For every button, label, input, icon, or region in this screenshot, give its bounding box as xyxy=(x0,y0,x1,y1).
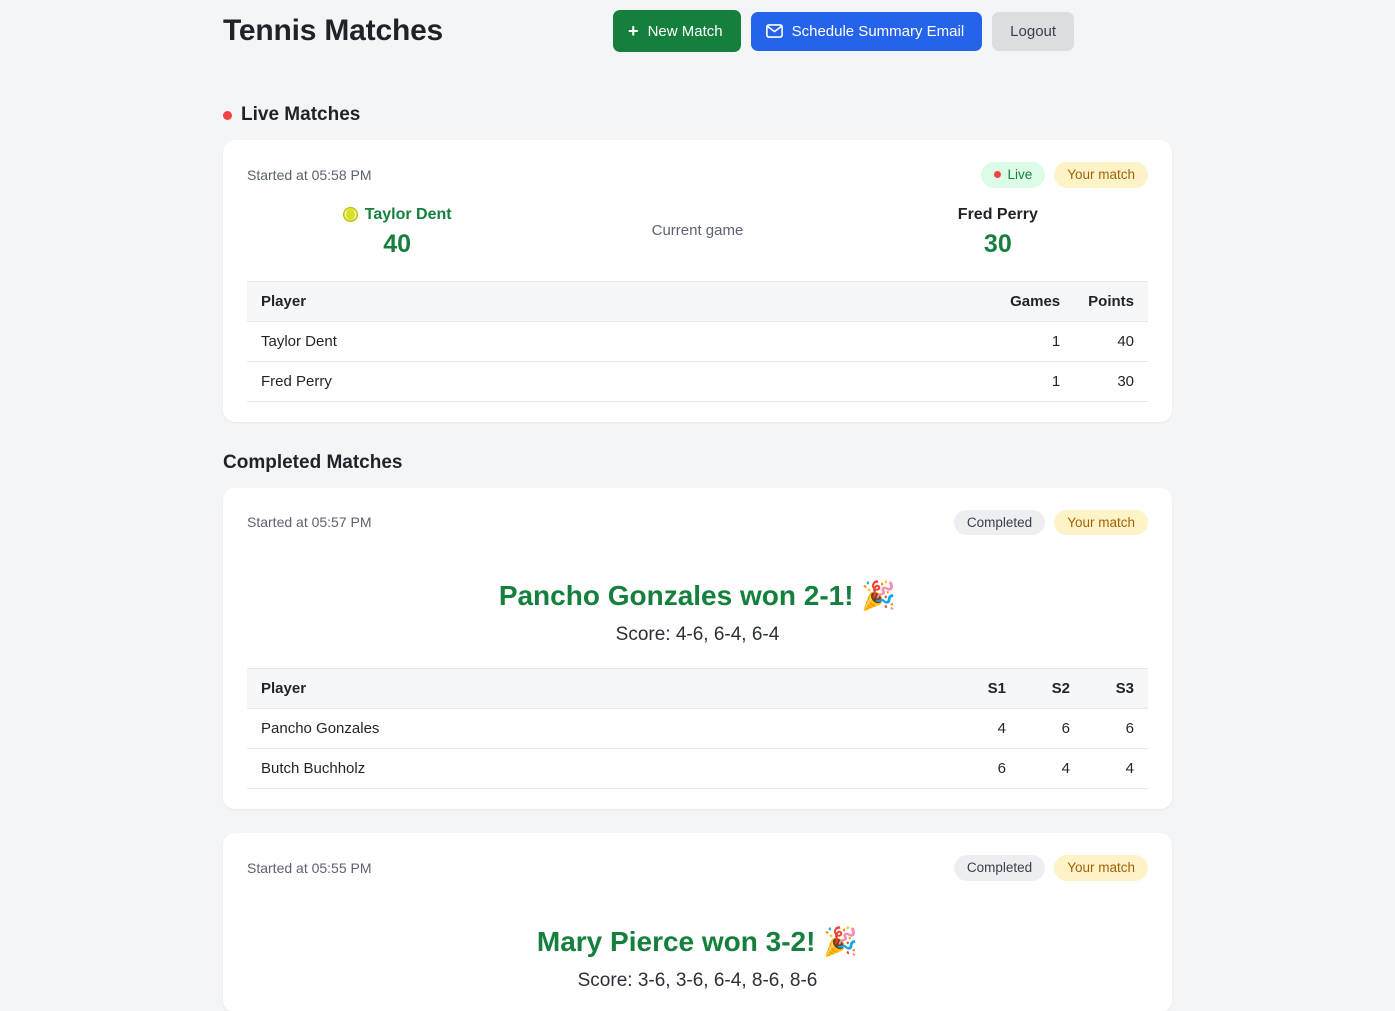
live-match-table xyxy=(247,281,1148,402)
cell-set2: 4 xyxy=(1020,749,1084,789)
live-player-right-points: 30 xyxy=(983,229,1012,258)
current-game-label: Current game xyxy=(651,221,744,239)
live-player-left-name-row xyxy=(247,206,547,224)
completed-match-card-header xyxy=(247,855,1148,881)
match-result-title: Pancho Gonzales won 2-1! 🎉 xyxy=(498,580,897,611)
table-header-row xyxy=(247,281,1148,321)
live-match-card-header xyxy=(247,162,1148,188)
your-match-badge: Your match xyxy=(1054,855,1148,881)
cell-player: Fred Perry xyxy=(247,361,996,401)
cell-player: Pancho Gonzales xyxy=(247,709,956,749)
logout-label: Logout xyxy=(1010,22,1057,40)
completed-match-card xyxy=(223,488,1172,810)
new-match-button[interactable] xyxy=(613,10,741,52)
app-header xyxy=(223,0,1172,52)
completed-matches-heading-label: Completed Matches xyxy=(223,451,403,473)
status-badge-live xyxy=(981,162,1045,188)
live-player-left-points: 40 xyxy=(383,229,412,258)
column-header-set1: S1 xyxy=(956,669,1020,709)
live-player-left-name: Taylor Dent xyxy=(364,205,452,223)
column-header-player: Player xyxy=(247,669,956,709)
completed-match-started-at: Started at 05:57 PM xyxy=(247,514,372,531)
match-result-title: Mary Pierce won 3-2! 🎉 xyxy=(536,925,859,957)
column-header-player: Player xyxy=(247,281,996,321)
your-match-badge: Your match xyxy=(1054,162,1148,188)
cell-player: Taylor Dent xyxy=(247,321,996,361)
table-row xyxy=(247,361,1148,401)
cell-set3: 4 xyxy=(1084,749,1148,789)
page-title: Tennis Matches xyxy=(223,14,444,47)
live-scoreboard xyxy=(247,206,1148,259)
completed-match-badges xyxy=(954,510,1148,536)
completed-match-card-header xyxy=(247,510,1148,536)
envelope-icon xyxy=(766,24,783,38)
cell-set1: 4 xyxy=(956,709,1020,749)
match-score-line: Score: 4-6, 6-4, 6-4 xyxy=(615,624,780,645)
cell-points: 30 xyxy=(1074,361,1148,401)
live-match-started-at: Started at 05:58 PM xyxy=(247,166,372,183)
cell-set2: 6 xyxy=(1020,709,1084,749)
cell-player: Butch Buchholz xyxy=(247,749,956,789)
live-status-dot-icon xyxy=(223,111,232,120)
live-dot-icon xyxy=(994,171,1001,178)
live-player-left xyxy=(247,206,547,259)
completed-match-table xyxy=(247,668,1148,789)
plus-icon: + xyxy=(628,21,639,41)
status-badge-live-label: Live xyxy=(1007,167,1033,182)
live-matches-heading-label: Live Matches xyxy=(241,104,361,125)
cell-set1: 6 xyxy=(956,749,1020,789)
live-matches-heading xyxy=(223,104,1172,126)
completed-matches-heading xyxy=(223,452,1172,474)
cell-games: 1 xyxy=(996,361,1074,401)
match-score-line: Score: 3-6, 3-6, 6-4, 8-6, 8-6 xyxy=(577,969,818,991)
table-row xyxy=(247,709,1148,749)
live-player-right-name-row xyxy=(848,206,1148,224)
live-match-card xyxy=(223,140,1172,422)
column-header-points: Points xyxy=(1074,281,1148,321)
table-row xyxy=(247,321,1148,361)
live-player-right xyxy=(848,206,1148,259)
column-header-set3: S3 xyxy=(1084,669,1148,709)
logout-button[interactable] xyxy=(992,12,1074,51)
completed-match-badges xyxy=(954,855,1148,881)
cell-games: 1 xyxy=(996,321,1074,361)
table-header-row xyxy=(247,669,1148,709)
schedule-summary-email-label: Schedule Summary Email xyxy=(791,22,965,40)
column-header-games: Games xyxy=(996,281,1074,321)
new-match-label: New Match xyxy=(647,22,723,40)
header-actions xyxy=(613,10,1074,52)
cell-set3: 6 xyxy=(1084,709,1148,749)
tennis-ball-icon xyxy=(343,207,358,222)
live-match-badges xyxy=(981,162,1148,188)
table-row xyxy=(247,749,1148,789)
cell-points: 40 xyxy=(1074,321,1148,361)
completed-match-started-at: Started at 05:55 PM xyxy=(247,859,372,876)
completed-match-card xyxy=(223,833,1172,1011)
status-badge-completed: Completed xyxy=(954,855,1045,881)
live-player-right-name: Fred Perry xyxy=(957,205,1038,223)
schedule-summary-email-button[interactable] xyxy=(751,12,983,51)
status-badge-completed: Completed xyxy=(954,510,1045,536)
your-match-badge: Your match xyxy=(1054,510,1148,536)
column-header-set2: S2 xyxy=(1020,669,1084,709)
